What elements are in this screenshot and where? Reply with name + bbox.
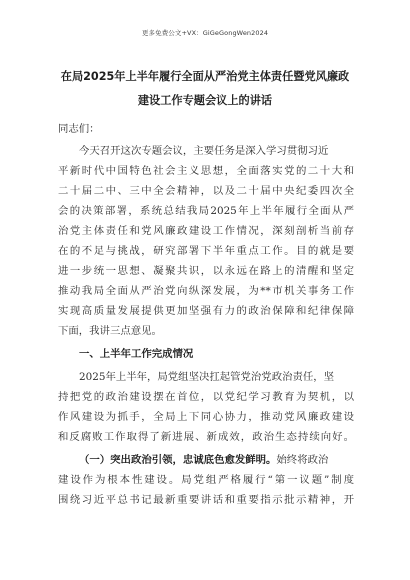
paragraph-1-line: 治党主体责任和党风廉政建设工作情况，深刻剖析当前存 bbox=[58, 225, 354, 237]
subsection-1-heading: （一）突出政治引领，忠诚底色愈发鲜明。 bbox=[79, 454, 277, 466]
paragraph-1-line: 推动我局全面从严治党向纵深发展，为**市机关事务工作 bbox=[58, 285, 354, 297]
paragraph-1-line: 会的决策部署，系统总结我局2025年上半年履行全面从严 bbox=[58, 205, 354, 217]
paragraph-1-line: 平新时代中国特色社会主义思想，全面落实党的二十大和 bbox=[58, 165, 354, 177]
document-title-line-2: 建设工作专题会议上的讲话 bbox=[137, 94, 273, 107]
paragraph-3-line: 围绕习近平总书记最新重要讲话和重要指示批示精神，开 bbox=[58, 494, 354, 506]
paragraph-2-line: 2025年上半年，局党组坚决扛起管党治党政治责任，坚 bbox=[79, 371, 335, 383]
paragraph-1-line: 在的不足与挑战，研究部署下半年重点工作。目的就是要 bbox=[58, 245, 354, 257]
paragraph-2-line: 持把党的政治建设摆在首位，以党纪学习教育为契机，以 bbox=[58, 391, 354, 403]
paragraph-1-line: 进一步统一思想、凝聚共识，以永远在路上的清醒和坚定 bbox=[58, 265, 354, 277]
section-1-heading: 一、上半年工作完成情况 bbox=[79, 348, 194, 360]
paragraph-3-line: 建设作为根本性建设。局党组严格履行“第一议题”制度 bbox=[58, 474, 354, 486]
paragraph-1-line: 实现高质量发展提供更加坚强有力的政治保障和纪律保障 bbox=[58, 305, 354, 317]
paragraph-1-line: 二十届二中、三中全会精神，以及二十届中央纪委四次全 bbox=[58, 185, 354, 197]
salutation: 同志们： bbox=[58, 123, 100, 135]
subsection-1-continuation: 始终将政治 bbox=[276, 454, 329, 466]
subsection-1-line bbox=[58, 452, 354, 468]
document-title-line-1: 在局2025年上半年履行全面从严治党主体责任暨党风廉政 bbox=[60, 70, 350, 83]
header-note: 更多免费公文+VX：GiGeGongWen2024 bbox=[141, 29, 269, 37]
paragraph-2-line: 和反腐败工作取得了新进展、新成效，政治生态持续向好。 bbox=[58, 431, 354, 443]
paragraph-2-line: 作风建设为抓手，全局上下同心协力，推动党风廉政建设 bbox=[58, 411, 354, 423]
paragraph-1-line: 下面，我讲三点意见。 bbox=[58, 325, 162, 337]
paragraph-1-line: 今天召开这次专题会议，主要任务是深入学习贯彻习近 bbox=[79, 145, 329, 157]
